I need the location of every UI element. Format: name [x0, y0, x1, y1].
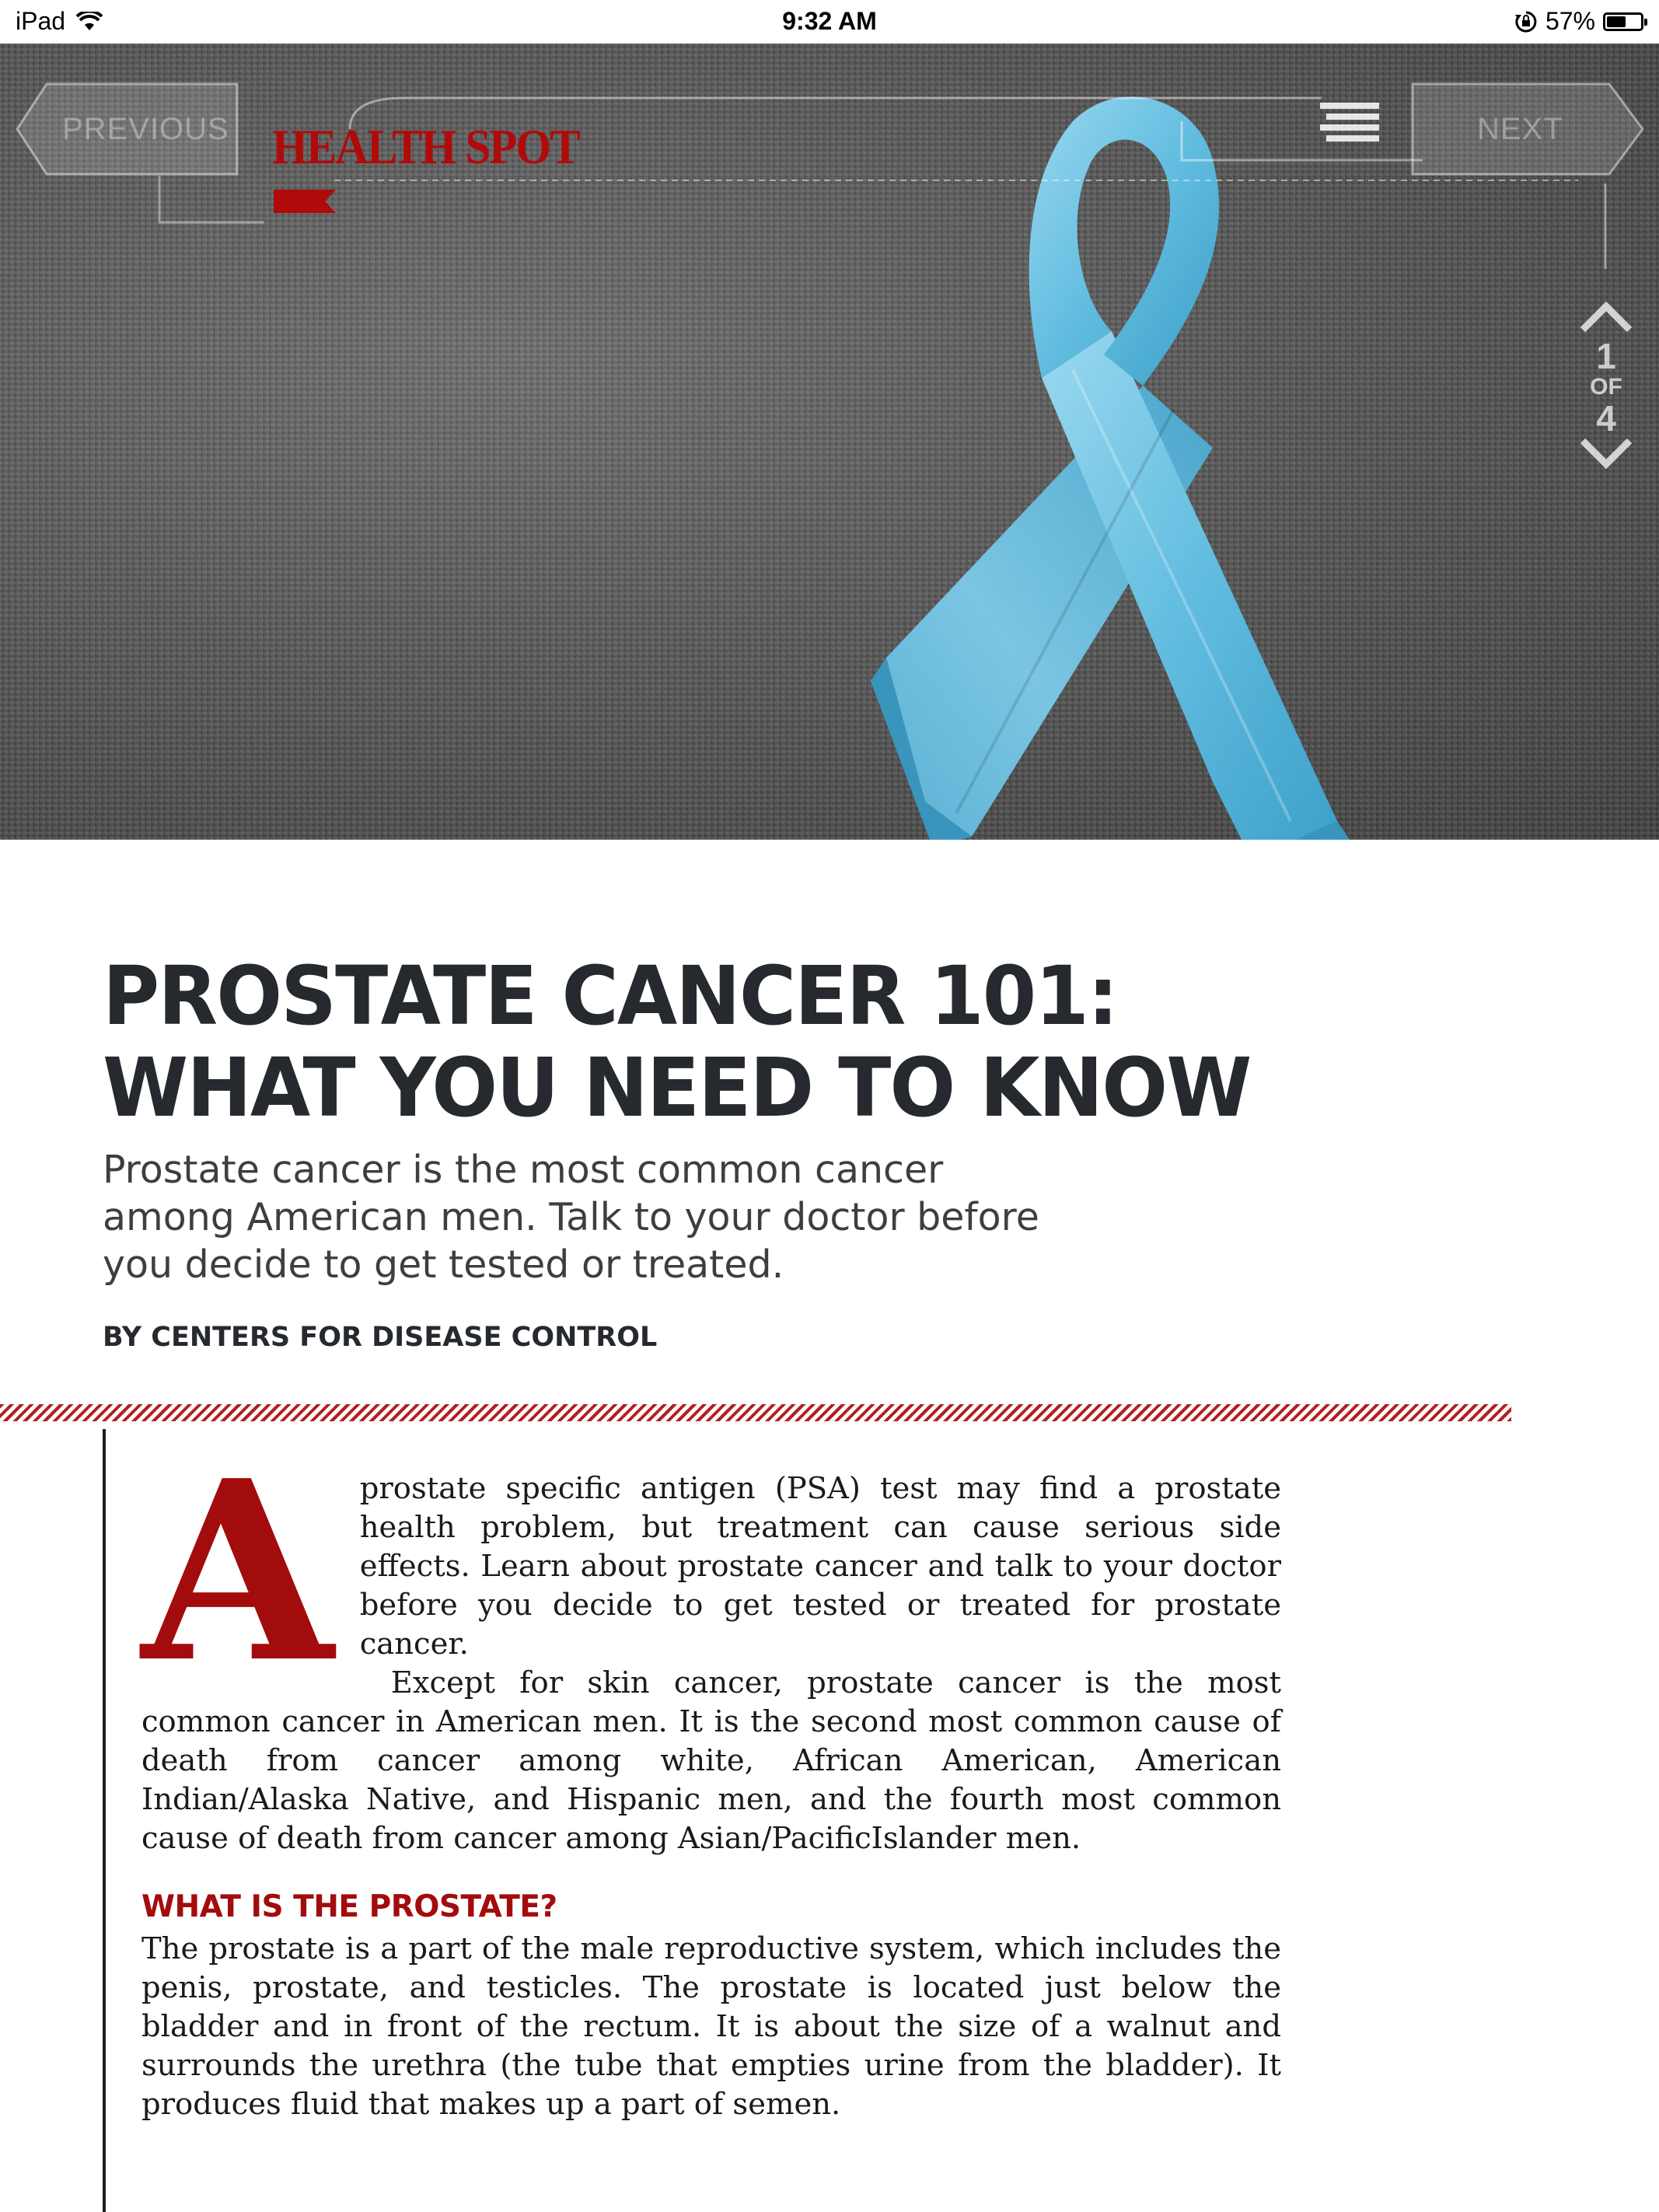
section-label: HEALTH SPOT — [272, 119, 579, 174]
chevron-down-icon[interactable] — [1578, 436, 1634, 470]
article-byline: BY CENTERS FOR DISEASE CONTROL — [103, 1322, 658, 1353]
menu-icon[interactable] — [1320, 103, 1379, 152]
page-current: 1 — [1596, 336, 1616, 376]
title-line-1: PROSTATE CANCER 101: — [103, 949, 1117, 1043]
paragraph-2: Except for skin cancer, prostate cancer is the most common cancer in American men. It is the second most common cause of death from cancer among white, African American, American Indian/Alaska Native, and Hispanic men, and the fourth most common cause of death from cancer among Asian/PacificIslander men. — [141, 1665, 1281, 1856]
article-subtitle: Prostate cancer is the most common cancer among American men. Talk to your doctor before you decide to get tested or treated. — [103, 1148, 1039, 1287]
article-body — [141, 1426, 1281, 2124]
page-indicator — [1578, 300, 1634, 557]
section-divider — [0, 1404, 1511, 1421]
next-button[interactable] — [1411, 82, 1644, 176]
column-rule — [103, 1429, 106, 2212]
next-label: NEXT — [1477, 112, 1563, 146]
status-bar — [0, 0, 1659, 44]
chevron-up-icon[interactable] — [1578, 300, 1634, 334]
paragraph-3: The prostate is a part of the male reproductive system, which includes the penis, prostate, and testicles. The prostate is located just below the bladder and in front of the rectum. It is about the size of a walnut and surrounds the urethra (the tube that empties urine from the bladder). It produces fluid that makes up a part of semen. — [141, 1931, 1281, 2122]
page-of: OF — [1590, 374, 1622, 400]
drop-cap: A — [141, 1426, 334, 1717]
paragraph-1: prostate specific antigen (PSA) test may find a prostate health problem, but treatment can cause serious side effects. Learn about prostate cancer and talk to your doctor before you decide to get tested or treated for prostate cancer. — [359, 1471, 1281, 1662]
page-total: 4 — [1596, 398, 1616, 439]
awareness-ribbon-illustration — [0, 44, 1659, 840]
section-flag-icon — [274, 190, 336, 213]
orientation-lock-icon — [1514, 10, 1538, 33]
battery-percent: 57% — [1545, 7, 1595, 35]
device-label: iPad — [16, 7, 66, 35]
previous-label: PREVIOUS — [62, 112, 229, 146]
status-time: 9:32 AM — [782, 7, 877, 35]
article-title — [103, 950, 1250, 1134]
previous-button[interactable] — [16, 82, 241, 176]
section-heading: WHAT IS THE PROSTATE? — [141, 1889, 557, 1924]
title-line-2: WHAT YOU NEED TO KNOW — [103, 1040, 1251, 1135]
hero-image — [0, 44, 1659, 840]
status-right — [1514, 7, 1643, 36]
battery-icon — [1603, 12, 1643, 31]
